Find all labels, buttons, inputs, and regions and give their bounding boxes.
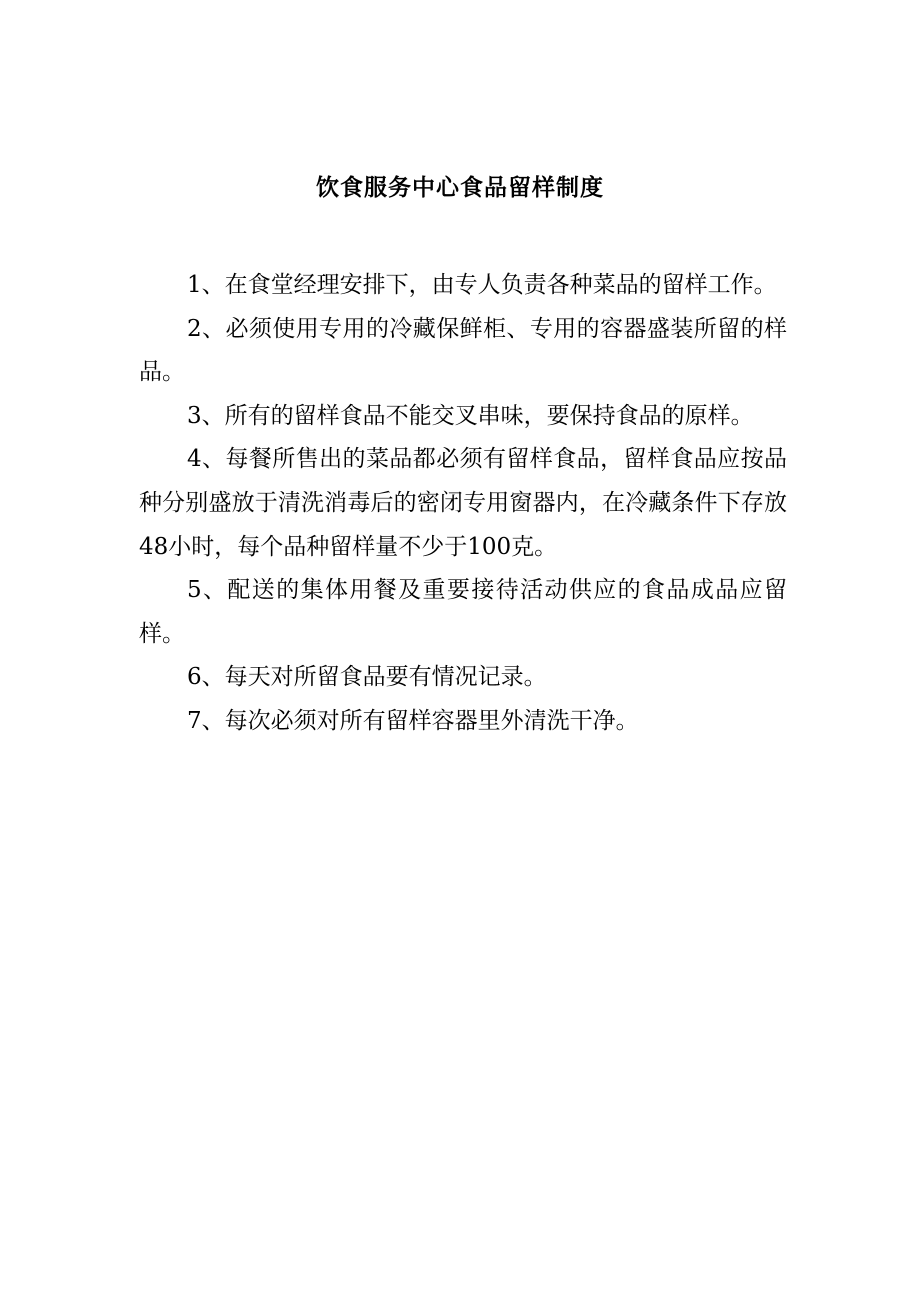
rule-paragraph-2: 2、必须使用专用的冷藏保鲜柜、专用的容器盛装所留的样品。 <box>139 315 787 386</box>
rule-paragraph-1: 1、在食堂经理安排下，由专人负责各种菜品的留样工作。 <box>187 272 777 298</box>
rule-paragraph-3: 3、所有的留样食品不能交叉串味，要保持食品的原样。 <box>187 402 754 429</box>
document-body <box>139 264 787 744</box>
rule-paragraph-4: 4、每餐所售出的菜品都必须有留样食品，留样食品应按品种分别盛放于清洗消毒后的密闭专用窗器内，在冷藏条件下存放48小时，每个品种留样量不少于100克。 <box>139 446 787 560</box>
rule-paragraph-7: 7、每次必须对所有留样容器里外清洗干净。 <box>187 707 639 734</box>
rule-paragraph-5: 5、配送的集体用餐及重要接待活动供应的食品成品应留样。 <box>139 577 787 647</box>
document-title: 饮食服务中心食品留样制度 <box>316 175 604 201</box>
rule-paragraph-6: 6、每天对所留食品要有情况记录。 <box>187 664 547 691</box>
